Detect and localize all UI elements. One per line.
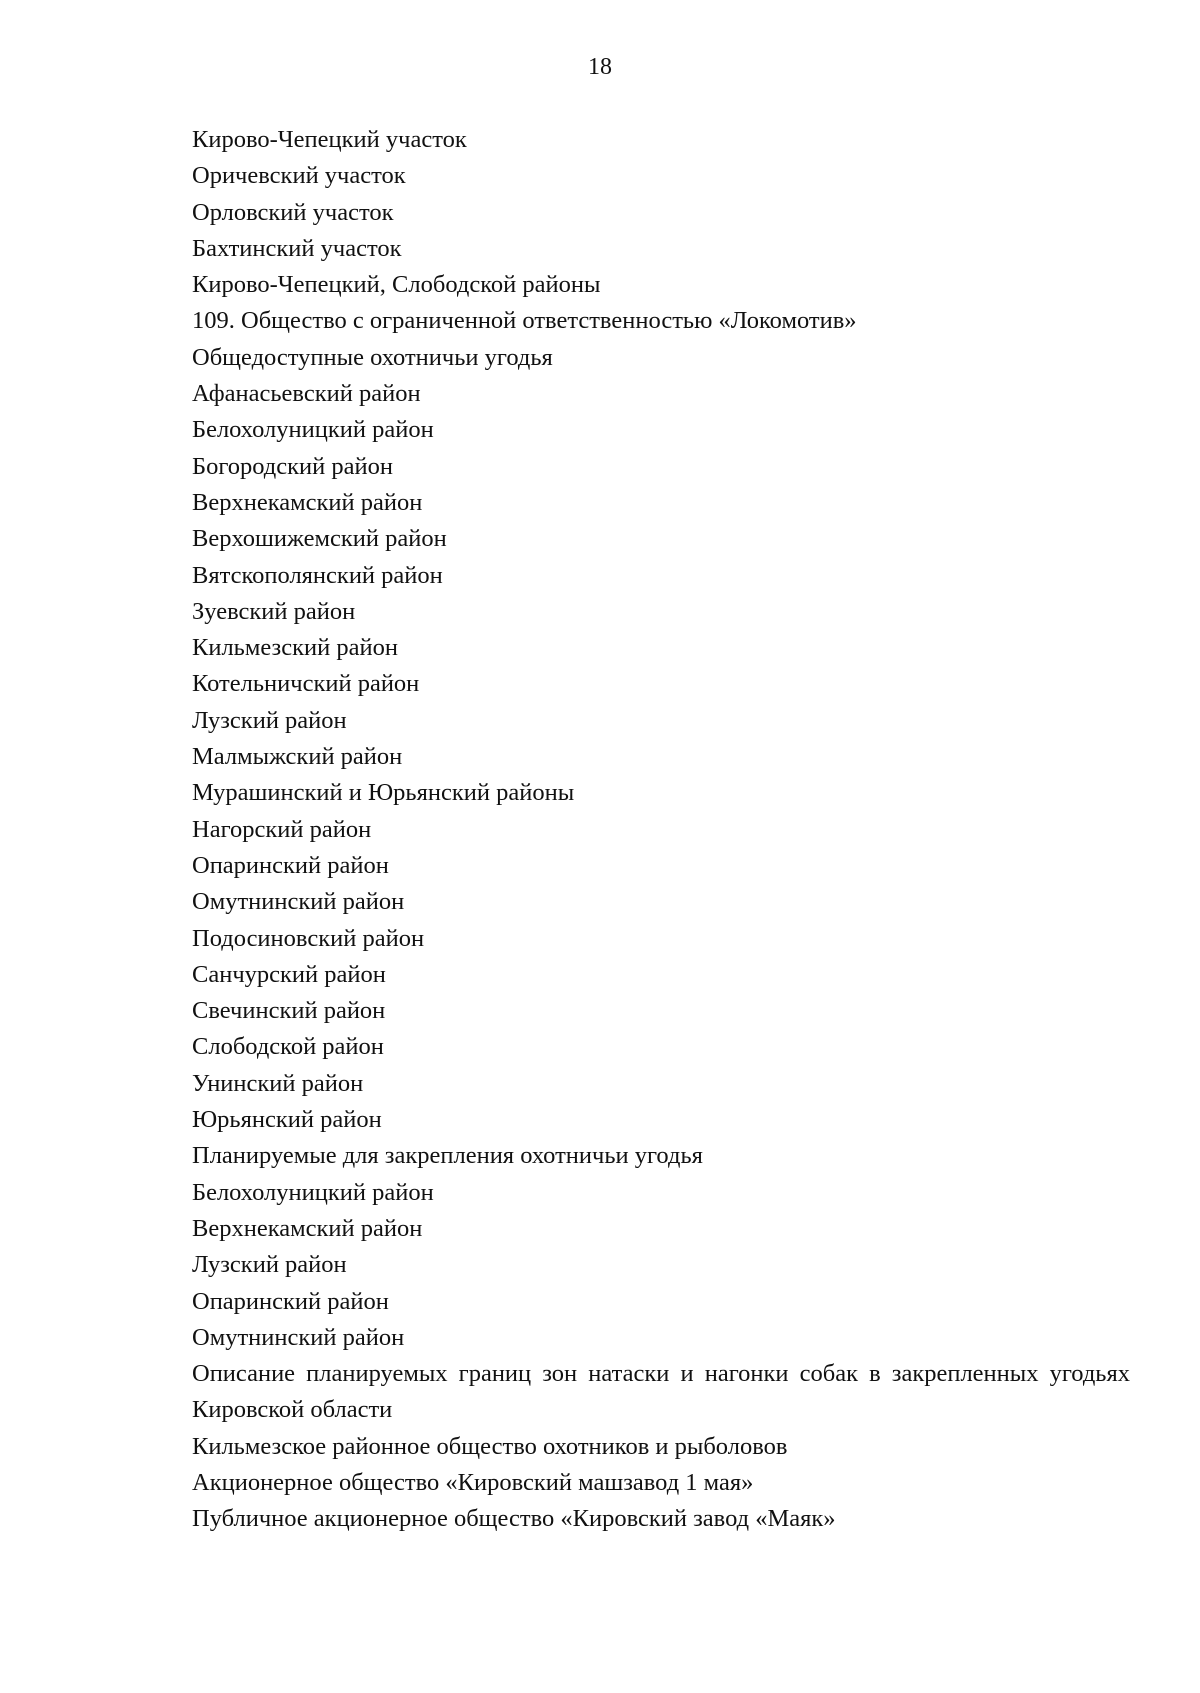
text-line: Подосиновский район: [192, 924, 425, 952]
text-line: Публичное акционерное общество «Кировский завод «Маяк»: [192, 1505, 836, 1533]
text-line: Опаринский район: [192, 851, 389, 879]
text-line: Бахтинский участок: [192, 234, 402, 262]
text-line: Кильмезское районное общество охотников и рыболовов: [192, 1432, 788, 1460]
subsection-heading: Планируемые для закрепления охотничьи угодья: [192, 1142, 703, 1170]
text-line: Унинский район: [192, 1069, 364, 1097]
text-line: Афанасьевский район: [192, 380, 421, 408]
text-line: Слободской район: [192, 1033, 384, 1061]
text-line: Вятскополянский район: [192, 561, 443, 589]
subsection-heading: Общедоступные охотничьи угодья: [192, 343, 553, 371]
page-number: 18: [588, 54, 612, 80]
text-line: Омутнинский район: [192, 1323, 405, 1351]
text-line: Юрьянский район: [192, 1106, 382, 1134]
section-heading: 109. Общество с ограниченной ответственностью «Локомотив»: [192, 307, 857, 335]
text-line: Орловский участок: [192, 198, 394, 226]
text-line: Верхошижемский район: [192, 525, 447, 553]
text-line: Оричевский участок: [192, 162, 406, 190]
text-line: Верхнекамский район: [192, 1214, 423, 1242]
text-line: Верхнекамский район: [192, 488, 423, 516]
text-line: Лузский район: [192, 706, 347, 734]
text-line: Омутнинский район: [192, 888, 405, 916]
text-line: Кирово-Чепецкий участок: [192, 126, 467, 153]
text-line: Мурашинский и Юрьянский районы: [192, 779, 575, 807]
document-body: [192, 122, 1130, 1538]
text-line: Богородский район: [192, 452, 393, 480]
text-line: Свечинский район: [192, 997, 386, 1025]
text-line: Белохолуницкий район: [192, 416, 434, 444]
text-line: Лузский район: [192, 1251, 347, 1279]
text-line: Опаринский район: [192, 1287, 389, 1315]
text-line: Кильмезский район: [192, 634, 398, 662]
text-line: Нагорский район: [192, 815, 372, 843]
text-line: Санчурский район: [192, 960, 386, 988]
text-line: Кирово-Чепецкий, Слободской районы: [192, 271, 601, 299]
description-paragraph: Описание планируемых границ зон натаски и нагонки собак в закрепленных угодьях Кировской области: [192, 1360, 1130, 1424]
text-line: Малмыжский район: [192, 743, 403, 771]
text-line: Белохолуницкий район: [192, 1178, 434, 1206]
text-line: Котельничский район: [192, 670, 420, 698]
text-line: Зуевский район: [192, 597, 356, 625]
text-line: Акционерное общество «Кировский машзавод 1 мая»: [192, 1468, 754, 1496]
